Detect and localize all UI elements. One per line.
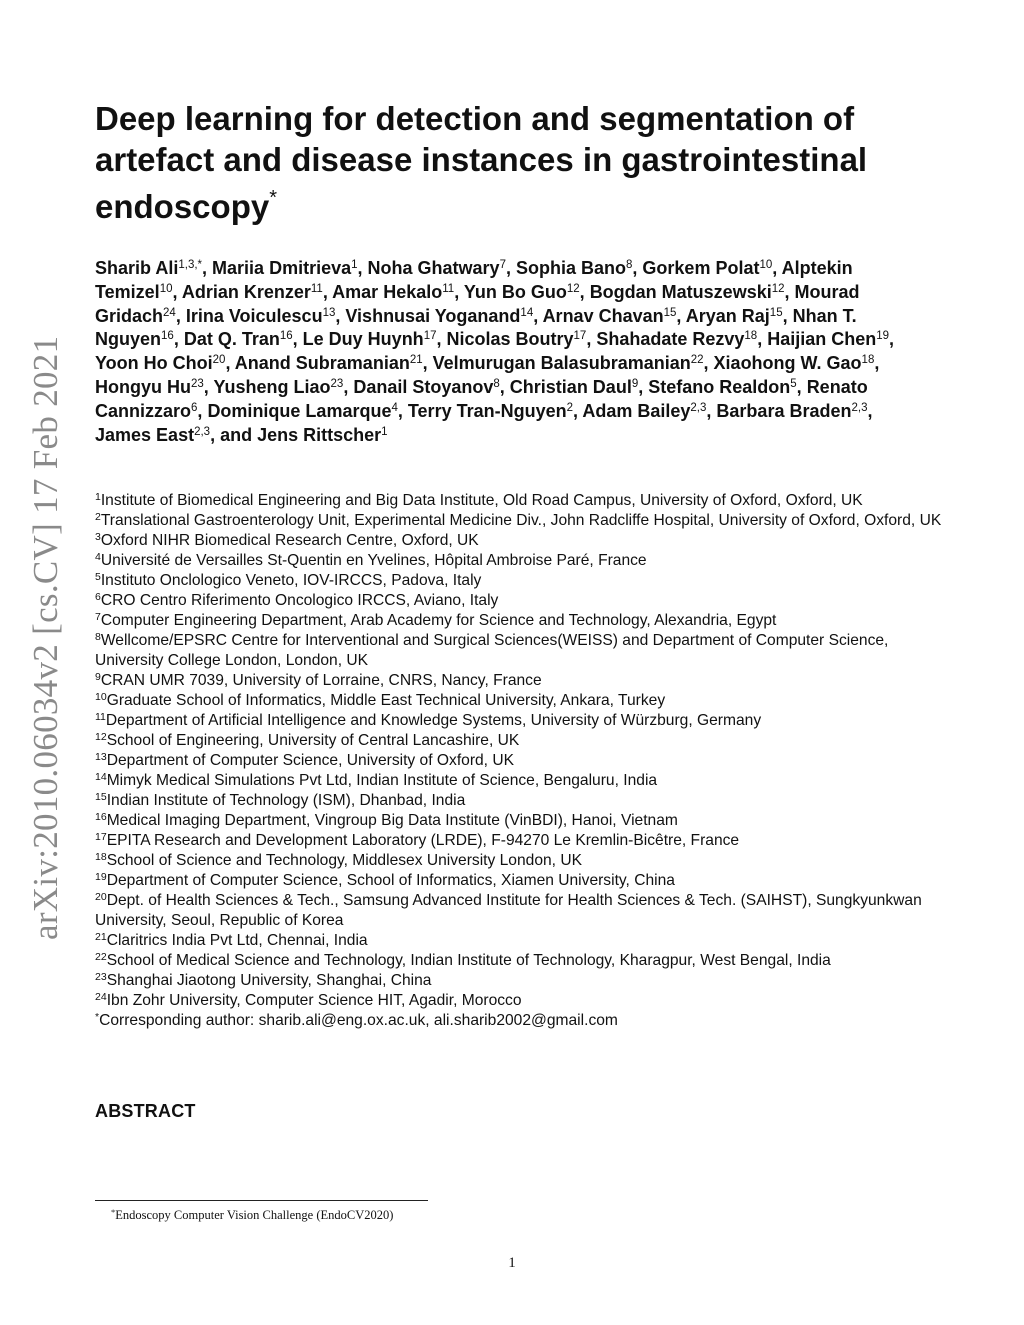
affiliation-text: Department of Computer Science, University of Oxford, UK bbox=[106, 752, 515, 769]
author-affiliation-marker: 5 bbox=[790, 377, 797, 390]
author-name: Sharib Ali bbox=[95, 258, 179, 278]
affiliation-text: Shanghai Jiaotong University, Shanghai, China bbox=[106, 972, 432, 989]
author-entry bbox=[510, 377, 648, 397]
author-separator: , bbox=[505, 258, 516, 278]
author-affiliation-marker: 10 bbox=[759, 259, 773, 271]
affiliation-text: Computer Engineering Department, Arab Academy for Science and Technology, Alexandria, Egypt bbox=[100, 612, 777, 629]
author-separator: , bbox=[397, 400, 408, 421]
author-affiliation-marker: 12 bbox=[566, 282, 580, 295]
author-separator: , bbox=[225, 353, 235, 374]
affiliation-item bbox=[95, 671, 955, 691]
author-name: Irina Voiculescu bbox=[185, 305, 323, 326]
affiliation-item bbox=[95, 971, 955, 991]
author-name: Renato Cannizzaro bbox=[95, 376, 868, 421]
affiliation-item bbox=[95, 851, 955, 871]
author-entry bbox=[184, 329, 303, 349]
footnote-divider bbox=[95, 1200, 428, 1201]
author-affiliation-marker: 18 bbox=[861, 354, 875, 367]
author-separator: , bbox=[867, 400, 873, 421]
author-affiliation-marker: 15 bbox=[769, 306, 783, 319]
author-separator: , bbox=[422, 353, 433, 374]
author-name: Yoon Ho Choi bbox=[95, 353, 213, 374]
author-entry bbox=[408, 401, 582, 421]
author-name: Sophia Bano bbox=[515, 258, 626, 278]
author-separator: , bbox=[292, 329, 303, 350]
author-affiliation-marker: 4 bbox=[391, 401, 398, 414]
affiliation-text: Medical Imaging Department, Vingroup Big Data Institute (VinBDI), Hanoi, Vietnam bbox=[106, 812, 678, 829]
author-affiliation-marker: 22 bbox=[690, 354, 704, 367]
affiliation-text: Université de Versailles St-Quentin en Yvelines, Hôpital Ambroise Paré, France bbox=[100, 552, 647, 569]
author-separator: , bbox=[499, 376, 510, 397]
title-footnote-mark: * bbox=[269, 187, 277, 209]
affiliation-text: CRAN UMR 7039, University of Lorraine, CNRS, Nancy, France bbox=[100, 672, 542, 689]
author-name: Dominique Lamarque bbox=[207, 400, 392, 421]
author-name: Adrian Krenzer bbox=[181, 281, 311, 302]
author-entry bbox=[582, 401, 716, 421]
affiliation-number: 13 bbox=[95, 751, 107, 763]
author-separator: , bbox=[772, 258, 782, 278]
author-separator: , bbox=[632, 258, 643, 278]
author-entry bbox=[543, 306, 686, 326]
author-separator: , bbox=[357, 258, 368, 278]
author-affiliation-marker: 1 bbox=[351, 259, 358, 271]
author-separator: , bbox=[173, 329, 184, 350]
affiliation-number: 16 bbox=[95, 811, 107, 823]
author-name: Terry Tran-Nguyen bbox=[407, 400, 567, 421]
affiliation-text: EPITA Research and Development Laboratory (LRDE), F-94270 Le Kremlin-Bicêtre, France bbox=[106, 832, 740, 849]
author-name: Anand Subramanian bbox=[234, 353, 410, 374]
author-separator: , and bbox=[210, 424, 258, 445]
affiliation-number: 4 bbox=[95, 551, 101, 563]
author-name: Xiaohong W. Gao bbox=[713, 353, 862, 374]
author-name: Nicolas Boutry bbox=[446, 329, 574, 350]
affiliation-item bbox=[95, 491, 955, 511]
author-separator: , bbox=[874, 353, 880, 374]
author-separator: , bbox=[676, 305, 686, 326]
affiliation-text: Instituto Onclologico Veneto, IOV-IRCCS, Padova, Italy bbox=[100, 572, 482, 589]
author-affiliation-marker: 19 bbox=[876, 330, 890, 343]
footnote-mark: * bbox=[111, 1207, 116, 1217]
author-affiliation-marker: 6 bbox=[191, 401, 198, 414]
author-entry bbox=[516, 258, 642, 278]
author-entry bbox=[642, 258, 781, 278]
author-name: Aryan Raj bbox=[685, 305, 770, 326]
author-separator: , bbox=[172, 281, 182, 302]
affiliation-number: 20 bbox=[95, 891, 107, 903]
author-name: Danail Stoyanov bbox=[353, 376, 494, 397]
author-name: James East bbox=[95, 424, 195, 445]
author-affiliation-marker: 16 bbox=[161, 330, 174, 343]
author-entry bbox=[590, 282, 795, 302]
author-entry bbox=[767, 329, 894, 349]
affiliation-text: Oxford NIHR Biomedical Research Centre, Oxford, UK bbox=[100, 532, 479, 549]
abstract-heading: ABSTRACT bbox=[95, 1101, 196, 1121]
author-list bbox=[95, 257, 925, 447]
affiliation-item bbox=[95, 891, 955, 931]
author-separator: , bbox=[335, 305, 346, 326]
author-separator: , bbox=[703, 353, 714, 374]
footnote bbox=[111, 1207, 393, 1223]
author-entry bbox=[257, 425, 387, 445]
author-name: Amar Hekalo bbox=[332, 281, 443, 302]
author-affiliation-marker: 2 bbox=[566, 401, 574, 414]
affiliation-item bbox=[95, 751, 955, 771]
affiliation-number: 14 bbox=[95, 771, 107, 783]
affiliation-text: School of Medical Science and Technology, Indian Institute of Technology, Kharagpur, West Bengal, India bbox=[106, 952, 831, 969]
author-name: Mourad Gridach bbox=[95, 281, 860, 326]
affiliation-number: 11 bbox=[95, 711, 106, 723]
author-separator: , bbox=[197, 400, 208, 421]
affiliation-number: 7 bbox=[95, 611, 101, 623]
author-affiliation-marker: 10 bbox=[159, 282, 173, 295]
author-entry bbox=[207, 401, 407, 421]
author-affiliation-marker: 1,3,* bbox=[178, 259, 203, 271]
author-entry bbox=[596, 329, 767, 349]
author-affiliation-marker: 1 bbox=[381, 425, 388, 438]
affiliation-number: 3 bbox=[95, 531, 101, 543]
affiliation-number: 24 bbox=[95, 991, 107, 1003]
author-affiliation-marker: 2,3 bbox=[194, 425, 211, 438]
affiliation-number: 9 bbox=[95, 671, 101, 683]
affiliation-text: Ibn Zohr University, Computer Science HIT, Agadir, Morocco bbox=[106, 992, 522, 1009]
author-affiliation-marker: 2,3 bbox=[851, 401, 868, 414]
author-separator: , bbox=[203, 376, 214, 397]
affiliation-text: School of Engineering, University of Central Lancashire, UK bbox=[106, 732, 520, 749]
affiliation-number: 17 bbox=[95, 831, 107, 843]
footnote-text: Endoscopy Computer Vision Challenge (EndoCV2020) bbox=[115, 1208, 394, 1222]
affiliation-item bbox=[95, 811, 955, 831]
author-affiliation-marker: 23 bbox=[191, 377, 204, 390]
paper-title-text: Deep learning for detection and segmentation of artefact and disease instances in gastrointestinal endoscopy bbox=[95, 100, 868, 225]
author-entry bbox=[368, 258, 516, 278]
author-name: Jens Rittscher bbox=[257, 424, 382, 445]
author-separator: , bbox=[202, 258, 213, 278]
affiliation-item bbox=[95, 631, 955, 671]
author-name: Mariia Dmitrieva bbox=[212, 258, 352, 278]
author-separator: , bbox=[454, 281, 464, 302]
author-entry bbox=[186, 306, 346, 326]
affiliation-text: Mimyk Medical Simulations Pvt Ltd, Indian Institute of Science, Bengaluru, India bbox=[106, 772, 658, 789]
page-number: 1 bbox=[508, 1255, 516, 1271]
author-entry bbox=[212, 258, 367, 278]
affiliation-list bbox=[95, 491, 955, 1031]
affiliation-number: 2 bbox=[95, 511, 101, 523]
author-separator: , bbox=[579, 281, 590, 302]
author-entry bbox=[716, 401, 872, 421]
author-affiliation-marker: 20 bbox=[212, 354, 226, 367]
author-affiliation-marker: 7 bbox=[499, 259, 506, 271]
author-name: Christian Daul bbox=[509, 376, 632, 397]
affiliation-text: Indian Institute of Technology (ISM), Dhanbad, India bbox=[106, 792, 466, 809]
author-entry bbox=[433, 353, 714, 373]
affiliation-number: 22 bbox=[95, 951, 107, 963]
author-entry bbox=[95, 353, 235, 373]
author-entry bbox=[303, 329, 447, 349]
affiliation-number: 12 bbox=[95, 731, 107, 743]
author-name: Stefano Realdon bbox=[648, 376, 791, 397]
author-affiliation-marker: 2,3 bbox=[690, 401, 707, 414]
author-entry bbox=[353, 377, 509, 397]
affiliation-item bbox=[95, 691, 955, 711]
affiliation-text: Graduate School of Informatics, Middle East Technical University, Ankara, Turkey bbox=[106, 692, 666, 709]
affiliation-number: 10 bbox=[95, 691, 107, 703]
author-separator: , bbox=[175, 305, 186, 326]
affiliation-number: 21 bbox=[95, 931, 107, 943]
author-affiliation-marker: 17 bbox=[573, 330, 587, 343]
affiliation-item bbox=[95, 551, 955, 571]
affiliation-item bbox=[95, 771, 955, 791]
author-entry bbox=[345, 306, 542, 326]
author-name: Barbara Braden bbox=[716, 400, 852, 421]
affiliation-item bbox=[95, 611, 955, 631]
author-entry bbox=[95, 425, 257, 445]
author-separator: , bbox=[796, 376, 807, 397]
author-name: Bogdan Matuszewski bbox=[589, 281, 772, 302]
affiliation-item bbox=[95, 731, 955, 751]
affiliation-number: 23 bbox=[95, 971, 107, 983]
author-separator: , bbox=[782, 305, 793, 326]
affiliation-text: School of Science and Technology, Middlesex University London, UK bbox=[106, 852, 582, 869]
author-affiliation-marker: 23 bbox=[330, 377, 344, 390]
author-name: Haijian Chen bbox=[767, 329, 877, 350]
author-entry bbox=[182, 282, 332, 302]
author-affiliation-marker: 17 bbox=[423, 330, 437, 343]
author-name: Velmurugan Balasubramanian bbox=[432, 353, 691, 374]
affiliation-text: CRO Centro Riferimento Oncologico IRCCS, Aviano, Italy bbox=[100, 592, 499, 609]
author-entry bbox=[714, 353, 880, 373]
affiliation-text: Dept. of Health Sciences & Tech., Samsung Advanced Institute for Health Sciences & Tech. (SAIHST), Sungkyunkwan University, Seoul, Republic of Korea bbox=[95, 892, 922, 929]
author-name: Gorkem Polat bbox=[642, 258, 760, 278]
affiliation-text: Corresponding author: sharib.ali@eng.ox.ac.uk, ali.sharib2002@gmail.com bbox=[99, 1012, 618, 1029]
author-entry bbox=[464, 282, 590, 302]
author-separator: , bbox=[638, 376, 649, 397]
author-entry bbox=[332, 282, 464, 302]
author-affiliation-marker: 8 bbox=[626, 259, 633, 271]
arxiv-identifier-stamp: arXiv:2010.06034v2 [cs.CV] 17 Feb 2021 bbox=[26, 335, 65, 940]
author-entry bbox=[95, 377, 213, 397]
affiliation-item bbox=[95, 871, 955, 891]
author-name: Adam Bailey bbox=[582, 400, 691, 421]
affiliation-number: * bbox=[95, 1011, 100, 1023]
author-affiliation-marker: 16 bbox=[279, 330, 293, 343]
author-name: Shahadate Rezvy bbox=[596, 329, 745, 350]
author-separator: , bbox=[322, 281, 333, 302]
affiliation-item bbox=[95, 931, 955, 951]
affiliation-item bbox=[95, 591, 955, 611]
author-affiliation-marker: 13 bbox=[322, 306, 336, 319]
author-separator: , bbox=[706, 400, 717, 421]
author-affiliation-marker: 15 bbox=[663, 306, 677, 319]
author-name: Hongyu Hu bbox=[95, 376, 191, 397]
author-entry bbox=[686, 306, 793, 326]
affiliation-number: 15 bbox=[95, 791, 107, 803]
affiliation-item bbox=[95, 951, 955, 971]
author-name: Noha Ghatwary bbox=[367, 258, 500, 278]
affiliation-text: Claritrics India Pvt Ltd, Chennai, India bbox=[106, 932, 368, 949]
affiliation-item bbox=[95, 571, 955, 591]
author-affiliation-marker: 9 bbox=[631, 377, 639, 390]
author-entry bbox=[213, 377, 353, 397]
affiliation-item bbox=[95, 1011, 955, 1031]
affiliation-number: 5 bbox=[95, 571, 101, 583]
author-separator: , bbox=[889, 329, 895, 350]
author-affiliation-marker: 21 bbox=[409, 354, 423, 367]
affiliation-text: Wellcome/EPSRC Centre for Interventional and Surgical Sciences(WEISS) and Department of Computer Science, University College London, London, UK bbox=[95, 632, 889, 669]
author-name: Yun Bo Guo bbox=[463, 281, 567, 302]
author-name: Le Duy Huynh bbox=[302, 329, 424, 350]
author-affiliation-marker: 18 bbox=[744, 330, 758, 343]
author-name: Dat Q. Tran bbox=[183, 329, 280, 350]
author-name: Alptekin Temizel bbox=[95, 258, 853, 302]
affiliation-number: 6 bbox=[95, 591, 101, 603]
affiliation-number: 18 bbox=[95, 851, 107, 863]
affiliation-item bbox=[95, 711, 955, 731]
author-affiliation-marker: 14 bbox=[520, 306, 534, 319]
author-name: Yusheng Liao bbox=[213, 376, 331, 397]
author-separator: , bbox=[343, 376, 354, 397]
author-entry bbox=[95, 258, 212, 278]
affiliation-number: 8 bbox=[95, 631, 101, 643]
author-entry bbox=[648, 377, 806, 397]
affiliation-item bbox=[95, 531, 955, 551]
author-separator: , bbox=[436, 329, 447, 350]
affiliation-item bbox=[95, 791, 955, 811]
affiliation-item bbox=[95, 511, 955, 531]
author-entry bbox=[235, 353, 433, 373]
affiliation-number: 19 bbox=[95, 871, 107, 883]
author-separator: , bbox=[586, 329, 597, 350]
affiliation-item bbox=[95, 831, 955, 851]
author-separator: , bbox=[573, 400, 583, 421]
author-affiliation-marker: 11 bbox=[442, 282, 455, 295]
author-affiliation-marker: 24 bbox=[163, 306, 176, 319]
author-affiliation-marker: 8 bbox=[493, 377, 500, 390]
author-name: Arnav Chavan bbox=[542, 305, 664, 326]
author-separator: , bbox=[757, 329, 768, 350]
author-name: Nhan T. Nguyen bbox=[95, 305, 857, 350]
author-entry bbox=[447, 329, 597, 349]
affiliation-text: Translational Gastroenterology Unit, Experimental Medicine Div., John Radcliffe Hospital, University of Oxford, Oxford, UK bbox=[100, 512, 942, 529]
affiliation-item bbox=[95, 991, 955, 1011]
author-separator: , bbox=[533, 305, 543, 326]
paper-title bbox=[95, 98, 915, 227]
affiliation-number: 1 bbox=[95, 491, 101, 503]
author-affiliation-marker: 12 bbox=[771, 282, 785, 295]
author-separator: , bbox=[784, 281, 795, 302]
affiliation-text: Department of Artificial Intelligence and Knowledge Systems, University of Würzburg, Germany bbox=[105, 712, 762, 729]
author-affiliation-marker: 11 bbox=[310, 282, 323, 295]
author-name: Vishnusai Yoganand bbox=[345, 305, 521, 326]
affiliation-text: Institute of Biomedical Engineering and Big Data Institute, Old Road Campus, University of Oxford, Oxford, UK bbox=[100, 492, 863, 509]
affiliation-text: Department of Computer Science, School of Informatics, Xiamen University, China bbox=[106, 872, 675, 889]
